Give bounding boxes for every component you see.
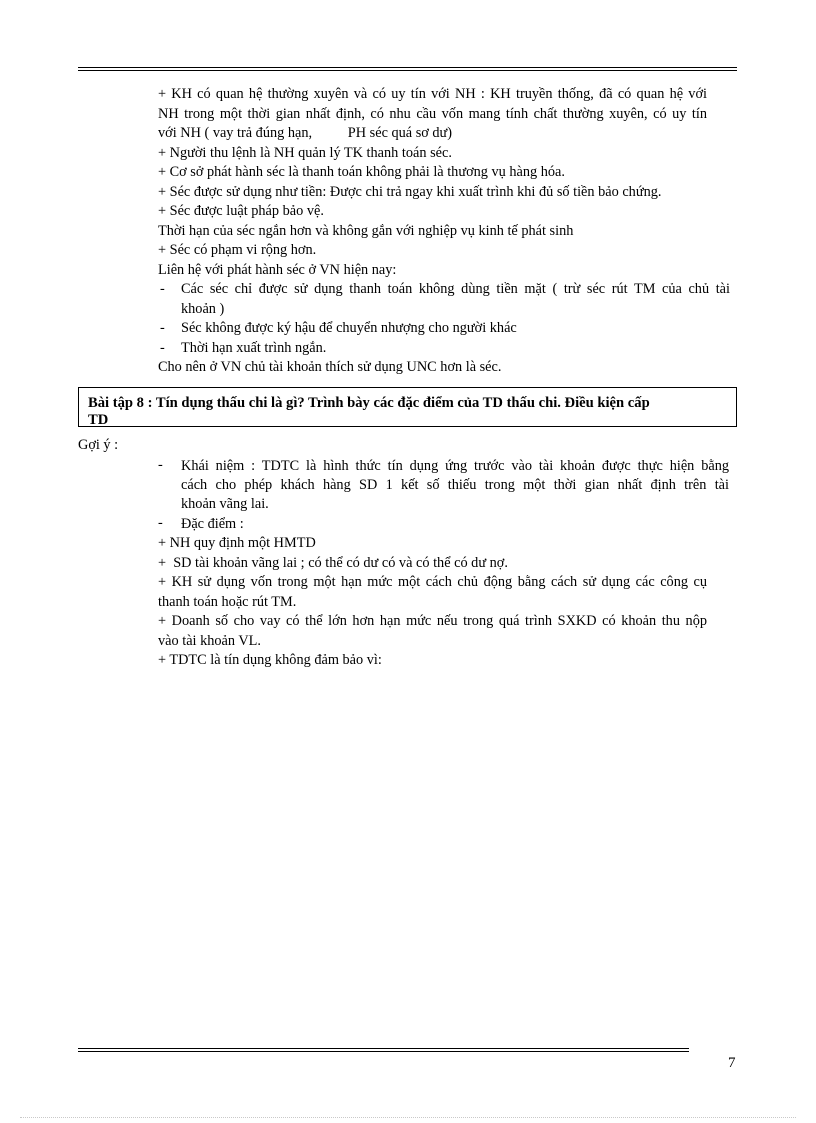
features-heading: Đặc điểm :: [181, 516, 244, 532]
list-dash-marker: -: [158, 515, 163, 531]
text-line: NH trong một thời gian nhất định, có nhu cầu vốn mang tính chất thường xuyên, có uy tín: [158, 106, 707, 122]
text-line: + Cơ sở phát hành séc là thanh toán không phải là thương vụ hàng hóa.: [158, 164, 565, 180]
text-line: + Séc được luật pháp bảo vệ.: [158, 203, 324, 219]
list-dash-marker: -: [160, 340, 165, 356]
feature-line: + Doanh số cho vay có thể lớn hơn hạn mức nếu trong quá trình SXKD có khoản thu nộp: [158, 613, 707, 629]
text-line: với NH ( vay trả đúng hạn, PH séc quá sơ dư): [158, 125, 453, 141]
text-line: + Séc có phạm vi rộng hơn.: [158, 242, 317, 258]
conclusion-line: Cho nên ở VN chủ tài khoản thích sử dụng UNC hơn là séc.: [158, 359, 502, 375]
list-dash-marker: -: [158, 457, 163, 473]
text-line: + Người thu lệnh là NH quản lý TK thanh toán séc.: [158, 145, 452, 161]
concept-line: cách cho phép khách hàng SD 1 kết số thiếu trong một thời gian nhất định trên tài: [181, 477, 729, 493]
list-dash-marker: -: [160, 281, 165, 297]
feature-line: + KH sử dụng vốn trong một hạn mức một cách chủ động bằng cách sử dụng các công cụ: [158, 574, 707, 590]
exercise-title-line: TD: [88, 412, 109, 427]
exercise-title-line: Bài tập 8 : Tín dụng thấu chi là gì? Trình bày các đặc điểm của TD thấu chi. Điều kiện cấp: [88, 395, 650, 411]
concept-line: Khái niệm : TDTC là hình thức tín dụng ứng trước vào tài khoản được thực hiện bằng: [181, 458, 729, 474]
list-item: Các séc chỉ được sử dụng thanh toán không dùng tiền mặt ( trừ séc rút TM của chủ tài: [181, 281, 730, 297]
list-dash-marker: -: [160, 320, 165, 336]
list-item: Thời hạn xuất trình ngắn.: [181, 340, 327, 356]
feature-line: + SD tài khoản vãng lai ; có thể có dư có và có thể có dư nợ.: [158, 555, 508, 571]
exercise-box: [78, 387, 737, 427]
hint-label: Gợi ý :: [78, 437, 119, 453]
feature-line: + NH quy định một HMTD: [158, 535, 316, 551]
exercise-title: [88, 395, 718, 427]
concept-line: khoản vãng lai.: [181, 496, 269, 512]
footer-rule: [78, 1048, 689, 1052]
list-item-continuation: khoản ): [181, 301, 225, 317]
page-number: 7: [728, 1055, 736, 1071]
text-line: + Séc được sử dụng như tiền: Được chi trả ngay khi xuất trình khi đủ số tiền bảo chứng.: [158, 184, 662, 200]
page-edge-dotted-line: [20, 1117, 796, 1118]
text-line: + KH có quan hệ thường xuyên và có uy tín với NH : KH truyền thống, đã có quan hệ với: [158, 86, 707, 102]
feature-line: vào tài khoản VL.: [158, 633, 261, 649]
text-line: Thời hạn của séc ngắn hơn và không gắn với nghiệp vụ kinh tế phát sinh: [158, 223, 574, 239]
feature-line: + TDTC là tín dụng không đảm bảo vì:: [158, 652, 382, 668]
feature-line: thanh toán hoặc rút TM.: [158, 594, 297, 610]
header-rule: [78, 67, 737, 71]
list-item: Séc không được ký hậu để chuyển nhượng cho người khác: [181, 320, 517, 336]
text-line: Liên hệ với phát hành séc ở VN hiện nay:: [158, 262, 397, 278]
